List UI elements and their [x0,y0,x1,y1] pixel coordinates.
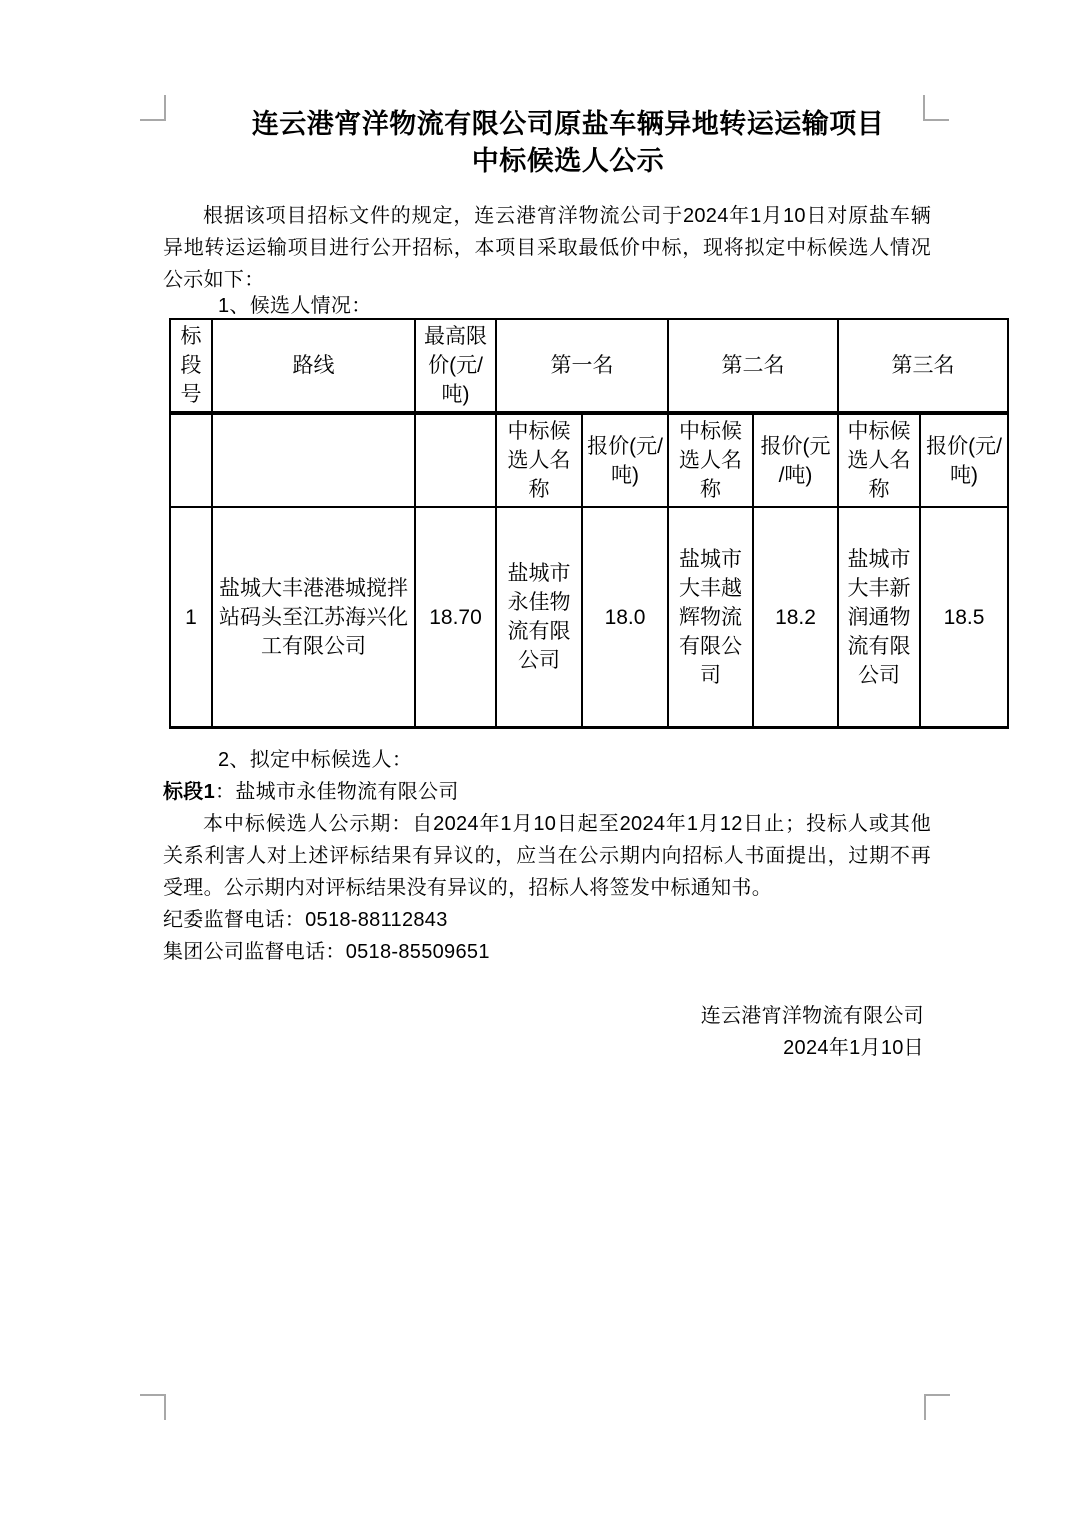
cell-second-name: 盐城市大丰越辉物流有限公司 [668,507,753,728]
section1-heading: 1、候选人情况： [218,295,372,317]
table-header-row-1 [170,319,1008,413]
header-empty-lot [170,413,212,507]
section2-heading: 2、拟定中标候选人： [218,749,413,771]
crop-mark-bottom-left [140,1394,166,1420]
lot1-label: 标段1 [163,781,216,803]
header-third-place: 第三名 [838,319,1008,413]
header-quote-2: 报价(元/吨) [753,413,838,507]
header-first-place: 第一名 [496,319,668,413]
crop-mark-bottom-right [924,1394,950,1420]
document-title-line1: 连云港宵洋物流有限公司原盐车辆异地转运运输项目 [251,109,885,139]
cell-lot-number: 1 [170,507,212,728]
cell-max-price: 18.70 [415,507,496,728]
signature-company: 连云港宵洋物流有限公司 [700,1005,924,1027]
document-title-line2: 中标候选人公示 [471,146,665,176]
header-candidate-name-1: 中标候选人名称 [496,413,582,507]
header-empty-route [212,413,415,507]
discipline-phone-line: 纪委监督电话：0518-88112843 [163,909,448,931]
cell-third-price: 18.5 [920,507,1008,728]
group-phone-line: 集团公司监督电话：0518-85509651 [163,941,490,963]
lot1-winner: ：盐城市永佳物流有限公司 [215,781,459,803]
intro-paragraph: 根据该项目招标文件的规定，连云港宵洋物流公司于2024年1月10日对原盐车辆异地转运运输项目进行公开招标，本项目采取最低价中标，现将拟定中标候选人情况公示如下： [163,205,931,291]
cell-first-name: 盐城市永佳物流有限公司 [496,507,582,728]
signature-date: 2024年1月10日 [783,1037,924,1059]
notice-paragraph: 本中标候选人公示期：自2024年1月10日起至2024年1月12日止；投标人或其他关系利害人对上述评标结果有异议的，应当在公示期内向招标人书面提出，过期不再受理。公示期内对评标结果没有异议的，招标人将签发中标通知书。 [163,813,931,899]
lot1-result-line [163,776,931,808]
header-second-place: 第二名 [668,319,838,413]
header-candidate-name-2: 中标候选人名称 [668,413,753,507]
header-quote-1: 报价(元/吨) [582,413,668,507]
header-max-price: 最高限价(元/吨) [415,319,496,413]
cell-first-price: 18.0 [582,507,668,728]
cell-second-price: 18.2 [753,507,838,728]
header-candidate-name-3: 中标候选人名称 [838,413,920,507]
candidates-table-container [169,318,1007,729]
table-header-row-2 [170,413,1008,507]
cell-third-name: 盐城市大丰新润通物流有限公司 [838,507,920,728]
header-quote-3: 报价(元/吨) [920,413,1008,507]
candidates-table [169,318,1009,729]
cell-route: 盐城大丰港港城搅拌站码头至江苏海兴化工有限公司 [212,507,415,728]
intro-section [163,200,931,322]
header-empty-max [415,413,496,507]
signature-block [163,1000,931,1064]
section2 [163,744,931,968]
header-route: 路线 [212,319,415,413]
document-title [163,106,973,180]
table-row [170,507,1008,728]
header-lot-number: 标段号 [170,319,212,413]
